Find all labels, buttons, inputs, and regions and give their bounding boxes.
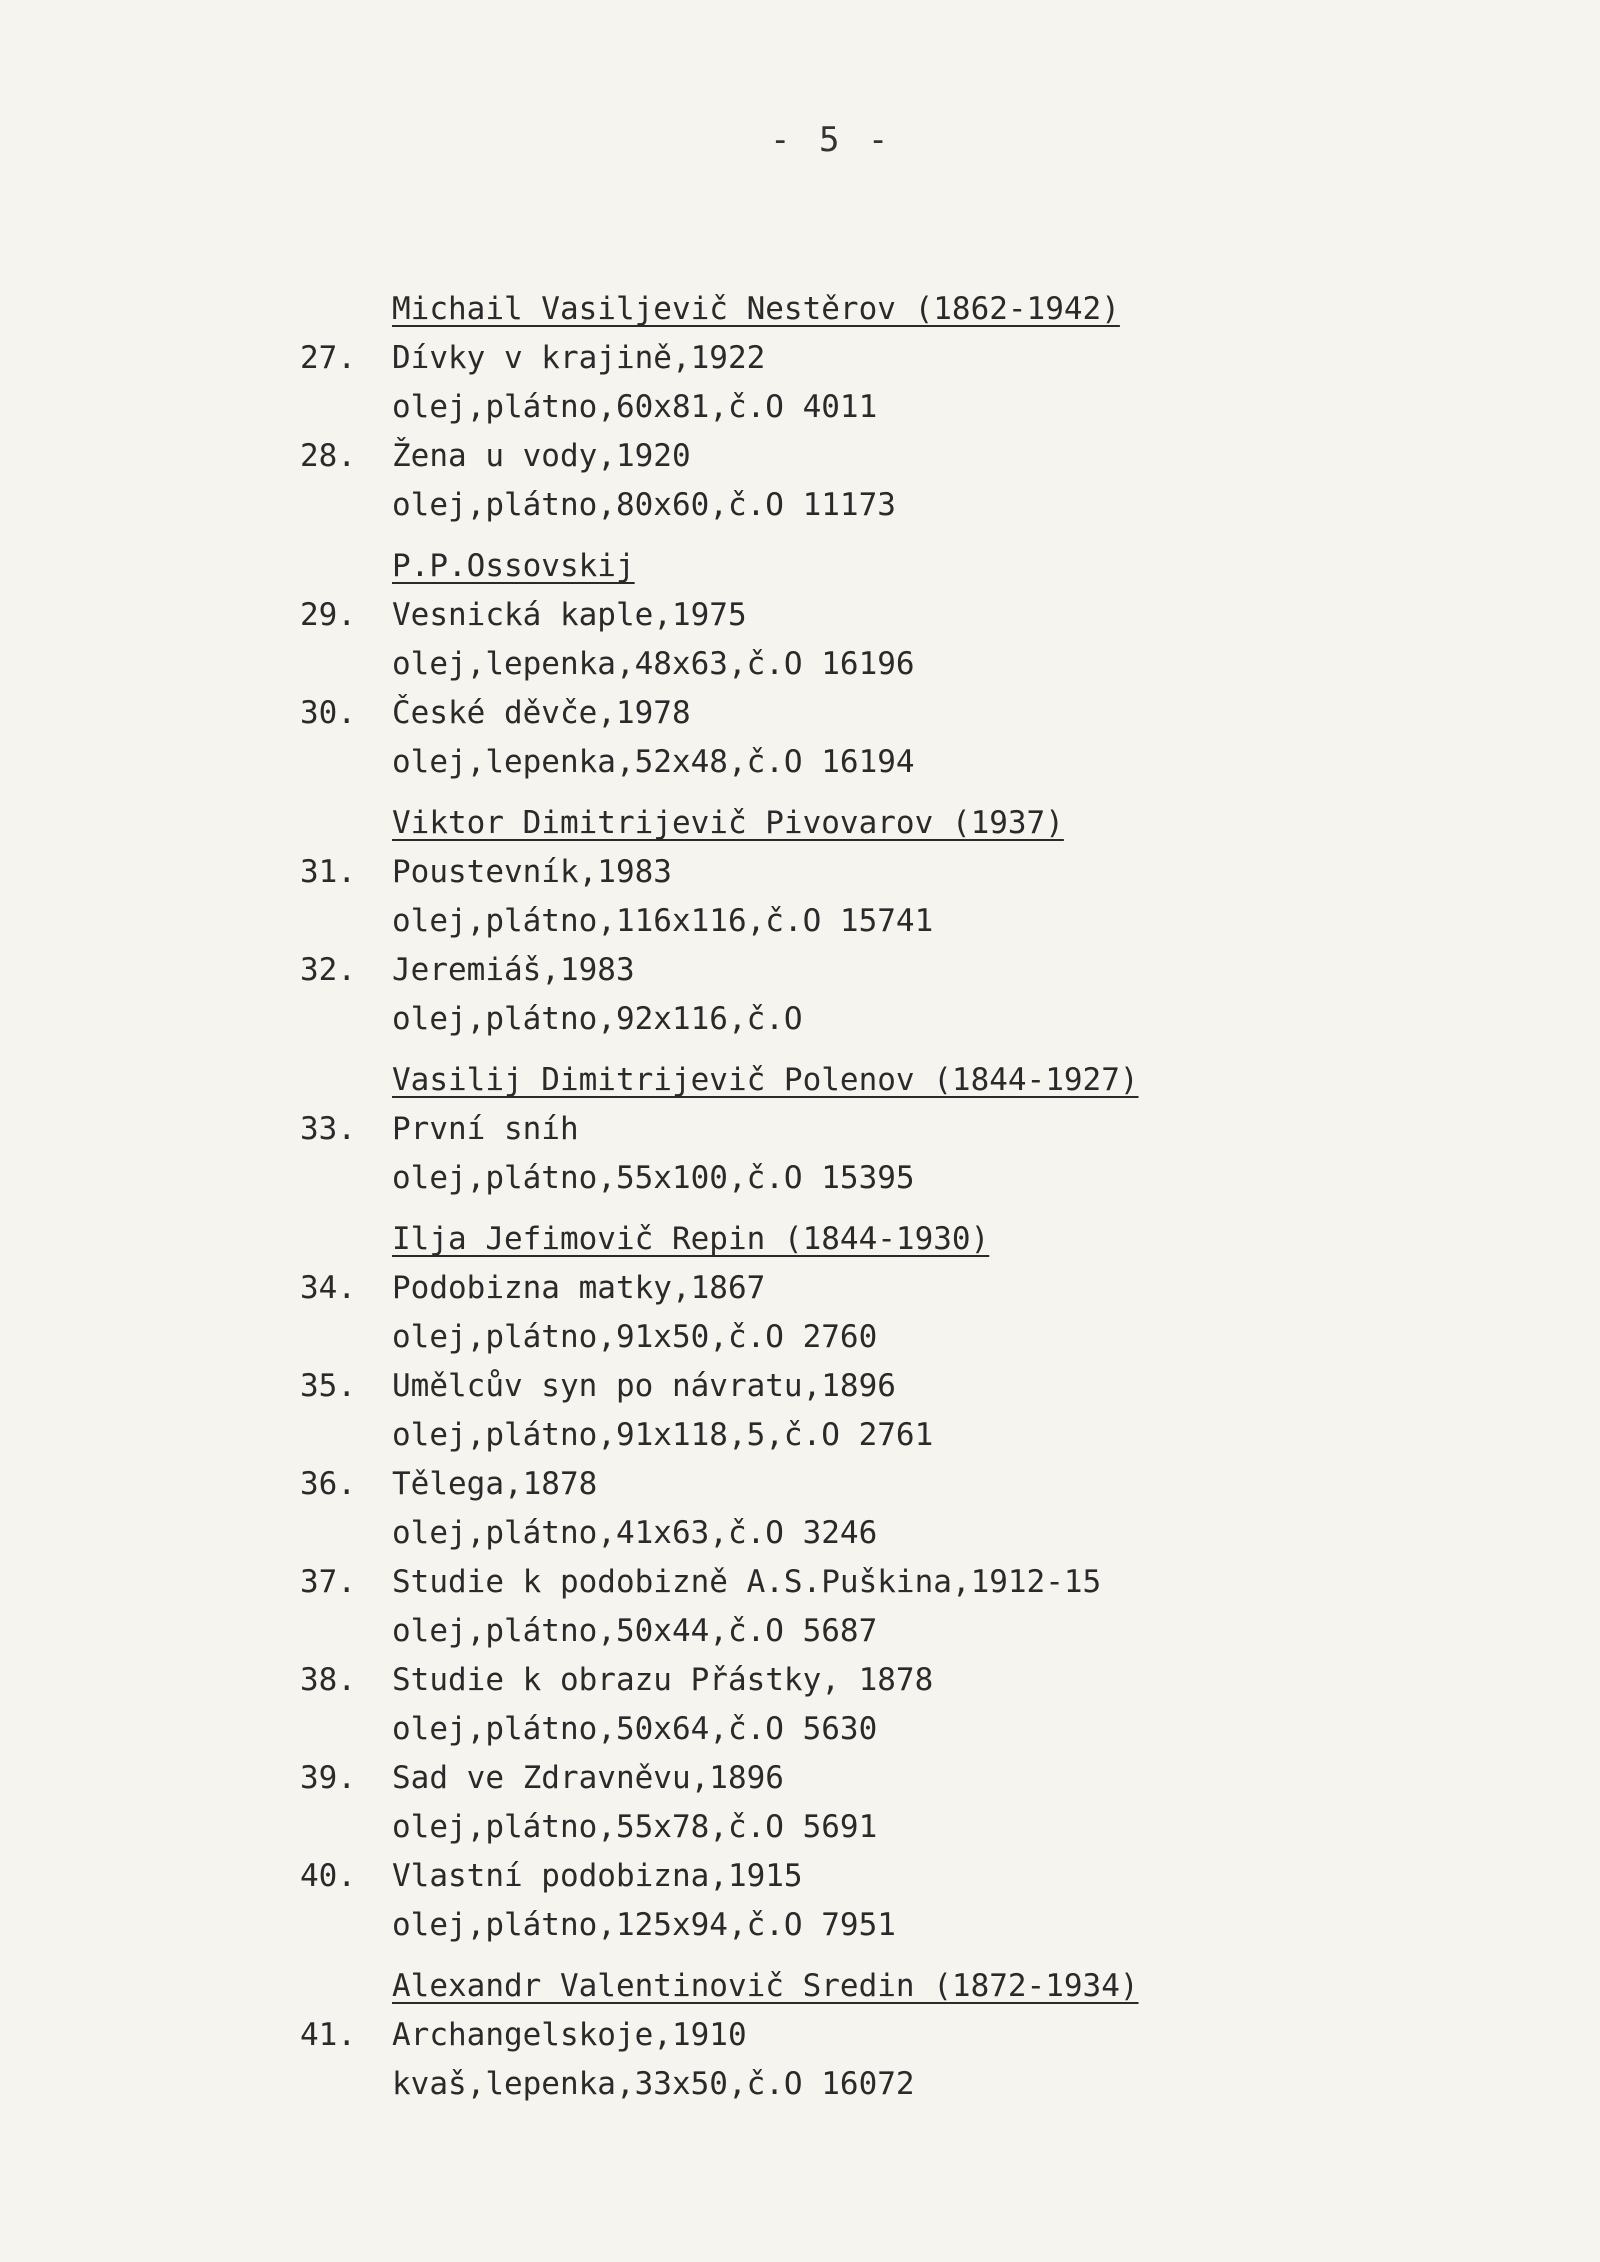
work-details: olej,lepenka,48x63,č.O 16196 bbox=[392, 646, 915, 682]
work-title: Vesnická kaple,1975 bbox=[392, 597, 747, 633]
work-title: Poustevník,1983 bbox=[392, 854, 672, 890]
work-number: 33. bbox=[300, 1111, 356, 1147]
work-title: Jeremiáš,1983 bbox=[392, 952, 635, 988]
artist-heading: Ilja Jefimovič Repin (1844-1930) bbox=[392, 1221, 990, 1257]
work-entry bbox=[300, 1852, 1300, 1901]
artist-heading: P.P.Ossovskij bbox=[392, 548, 635, 584]
work-details: olej,plátno,125x94,č.O 7951 bbox=[392, 1907, 896, 1943]
work-details: olej,plátno,50x64,č.O 5630 bbox=[392, 1711, 878, 1747]
work-number: 37. bbox=[300, 1564, 356, 1600]
work-number: 41. bbox=[300, 2017, 356, 2053]
work-entry bbox=[300, 1264, 1300, 1313]
work-title: Podobizna matky,1867 bbox=[392, 1270, 766, 1306]
work-details: olej,lepenka,52x48,č.O 16194 bbox=[392, 744, 915, 780]
work-details: olej,plátno,55x78,č.O 5691 bbox=[392, 1809, 878, 1845]
work-number: 36. bbox=[300, 1466, 356, 1502]
work-details: kvaš,lepenka,33x50,č.O 16072 bbox=[392, 2066, 915, 2102]
work-entry bbox=[300, 334, 1300, 383]
work-title: České děvče,1978 bbox=[392, 695, 691, 731]
work-entry bbox=[300, 591, 1300, 640]
work-title: Dívky v krajině,1922 bbox=[392, 340, 766, 376]
work-number: 32. bbox=[300, 952, 356, 988]
work-entry bbox=[300, 1362, 1300, 1411]
work-details: olej,plátno,92x116,č.O bbox=[392, 1001, 803, 1037]
work-details: olej,plátno,55x100,č.O 15395 bbox=[392, 1160, 915, 1196]
work-number: 29. bbox=[300, 597, 356, 633]
work-number: 39. bbox=[300, 1760, 356, 1796]
work-number: 38. bbox=[300, 1662, 356, 1698]
work-entry bbox=[300, 946, 1300, 995]
work-entry bbox=[300, 1460, 1300, 1509]
work-number: 40. bbox=[300, 1858, 356, 1894]
work-details: olej,plátno,91x118,5,č.O 2761 bbox=[392, 1417, 934, 1453]
work-title: Tělega,1878 bbox=[392, 1466, 598, 1502]
work-details: olej,plátno,50x44,č.O 5687 bbox=[392, 1613, 878, 1649]
artist-heading: Michail Vasiljevič Nestěrov (1862-1942) bbox=[392, 291, 1120, 327]
work-title: První sníh bbox=[392, 1111, 579, 1147]
work-entry bbox=[300, 1656, 1300, 1705]
work-title: Umělcův syn po návratu,1896 bbox=[392, 1368, 896, 1404]
work-title: Sad ve Zdravněvu,1896 bbox=[392, 1760, 784, 1796]
work-details: olej,plátno,91x50,č.O 2760 bbox=[392, 1319, 878, 1355]
work-title: Archangelskoje,1910 bbox=[392, 2017, 747, 2053]
work-entry bbox=[300, 1754, 1300, 1803]
work-number: 30. bbox=[300, 695, 356, 731]
work-number: 27. bbox=[300, 340, 356, 376]
work-entry bbox=[300, 848, 1300, 897]
work-title: Žena u vody,1920 bbox=[392, 438, 691, 474]
work-details: olej,plátno,41x63,č.O 3246 bbox=[392, 1515, 878, 1551]
work-title: Studie k podobizně A.S.Puškina,1912-15 bbox=[392, 1564, 1102, 1600]
work-number: 31. bbox=[300, 854, 356, 890]
work-details: olej,plátno,60x81,č.O 4011 bbox=[392, 389, 878, 425]
catalogue-list bbox=[300, 285, 1300, 2109]
artist-heading: Vasilij Dimitrijevič Polenov (1844-1927) bbox=[392, 1062, 1139, 1098]
artist-heading: Alexandr Valentinovič Sredin (1872-1934) bbox=[392, 1968, 1139, 2004]
work-entry bbox=[300, 432, 1300, 481]
work-entry bbox=[300, 689, 1300, 738]
page-number: - 5 - bbox=[770, 120, 893, 160]
work-number: 35. bbox=[300, 1368, 356, 1404]
work-entry bbox=[300, 1558, 1300, 1607]
work-details: olej,plátno,80x60,č.O 11173 bbox=[392, 487, 896, 523]
work-entry bbox=[300, 2011, 1300, 2060]
work-number: 28. bbox=[300, 438, 356, 474]
work-number: 34. bbox=[300, 1270, 356, 1306]
work-details: olej,plátno,116x116,č.O 15741 bbox=[392, 903, 934, 939]
artist-heading: Viktor Dimitrijevič Pivovarov (1937) bbox=[392, 805, 1064, 841]
work-title: Vlastní podobizna,1915 bbox=[392, 1858, 803, 1894]
work-title: Studie k obrazu Přástky, 1878 bbox=[392, 1662, 934, 1698]
work-entry bbox=[300, 1105, 1300, 1154]
